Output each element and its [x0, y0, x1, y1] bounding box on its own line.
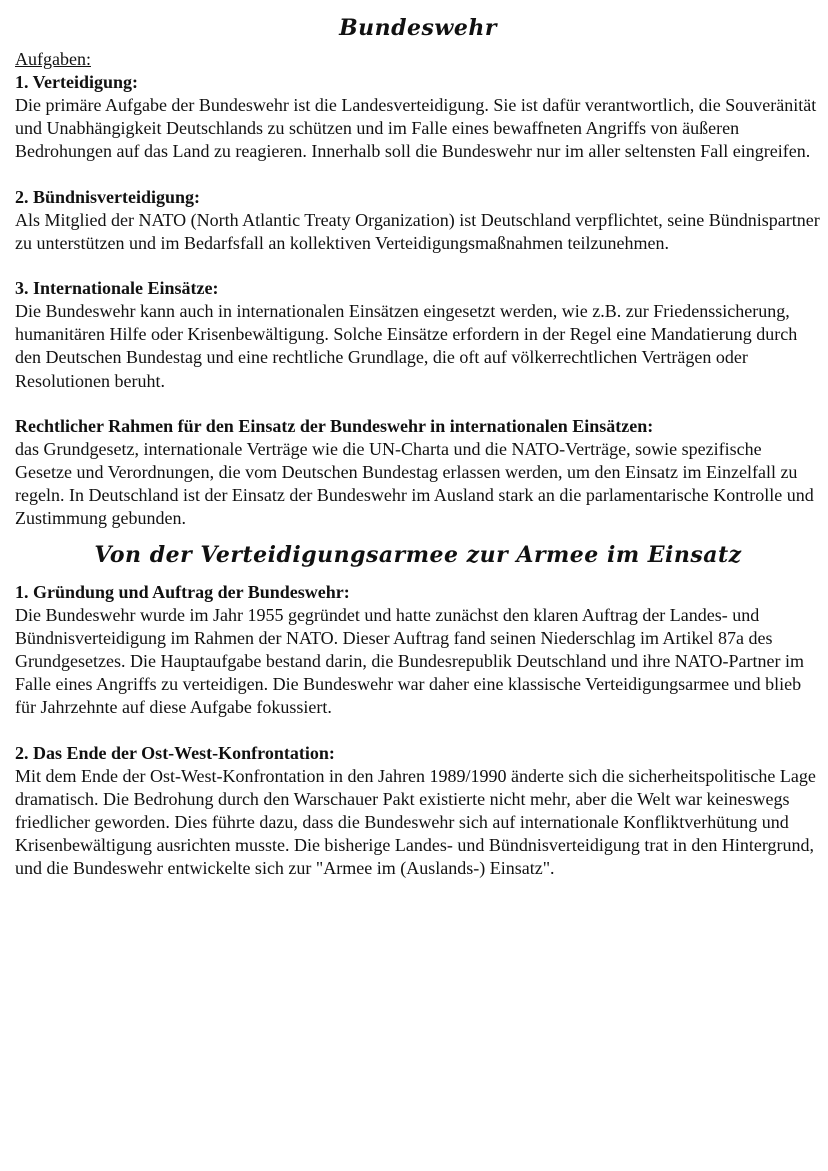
task-section-alliance — [15, 186, 821, 255]
task-heading: 2. Bündnisverteidigung: — [15, 186, 201, 207]
history-heading: 1. Gründung und Auftrag der Bundeswehr: — [15, 581, 350, 602]
task-section-defense — [15, 71, 821, 164]
task-section-international — [15, 277, 821, 393]
history-heading: 2. Das Ende der Ost-West-Konfrontation: — [15, 742, 335, 763]
document-title: Bundeswehr — [339, 15, 497, 41]
history-text: Mit dem Ende der Ost-West-Konfrontation in den Jahren 1989/1990 änderte sich die sicherheitspolitische Lage dramatisch. Die Bedrohung durch den Warschauer Pakt existierte nicht mehr, aber die Welt war keineswegs friedlicher geworden. Dies führte dazu, dass die Bundeswehr sich auf internationale Konfliktverhütung und Krisenbewältigung ausrichten musste. Die bisherige Landes- und Bündnisverteidigung trat in den Hintergrund, und die Bundeswehr entwickelte sich zur "Armee im (Auslands-) Einsatz". — [15, 765, 816, 879]
task-text: Die primäre Aufgabe der Bundeswehr ist die Landesverteidigung. Sie ist dafür verantwortlich, die Souveränität und Unabhängigkeit Deutschlands zu schützen und im Falle eines bewaffneten Angriffs von äußeren Bedrohungen auf das Land zu reagieren. Innerhalb soll die Bundeswehr nur im aller seltensten Fall eingreifen. — [15, 95, 817, 162]
section-title: Von der Verteidigungsarmee zur Armee im Einsatz — [94, 541, 742, 568]
history-text: Die Bundeswehr wurde im Jahr 1955 gegründet und hatte zunächst den klaren Auftrag der Landes- und Bündnisverteidigung im Rahmen der NATO. Dieser Auftrag fand seinen Niederschlag im Artikel 87a des Grundgesetzes. Die Hauptaufgabe bestand darin, die Bundesrepublik Deutschland und ihre NATO-Partner im Falle eines Angriffs zu verteidigen. Die Bundeswehr war daher eine klassische Verteidigungsarmee und blieb für Jahrzehnte auf diese Aufgabe fokussiert. — [15, 604, 804, 718]
task-text: Als Mitglied der NATO (North Atlantic Treaty Organization) ist Deutschland verpflichtet, seine Bündnispartner zu unterstützen und im Bedarfsfall an kollektiven Verteidigungsmaßnahmen teilzunehmen. — [15, 209, 820, 253]
tasks-label: Aufgaben: — [15, 49, 91, 69]
task-heading: Rechtlicher Rahmen für den Einsatz der Bundeswehr in internationalen Einsätzen: — [15, 415, 654, 436]
task-text: das Grundgesetz, internationale Verträge wie die UN-Charta und die NATO-Verträge, sowie spezifische Gesetze und Verordnungen, die vom Deutschen Bundestag erlassen werden, um den Einsatz im Einzelfall zu regeln. In Deutschland ist der Einsatz der Bundeswehr im Ausland stark an die parlamentarische Kontrolle und Zustimmung gebunden. — [15, 438, 814, 529]
history-section-cold-war-end — [15, 742, 821, 881]
document-page — [15, 14, 821, 903]
history-section-founding — [15, 581, 821, 720]
task-heading: 1. Verteidigung: — [15, 72, 139, 92]
task-heading: 3. Internationale Einsätze: — [15, 278, 219, 299]
task-text: Die Bundeswehr kann auch in internationalen Einsätzen eingesetzt werden, wie z.B. zur Friedenssicherung, humanitären Hilfe oder Krisenbewältigung. Solche Einsätze erfordern in der Regel eine Mandatierung durch den Deutschen Bundestag und eine rechtliche Grundlage, die oft auf völkerrechtlichen Verträgen oder Resolutionen beruht. — [15, 301, 798, 391]
task-section-legal-framework — [15, 415, 821, 531]
